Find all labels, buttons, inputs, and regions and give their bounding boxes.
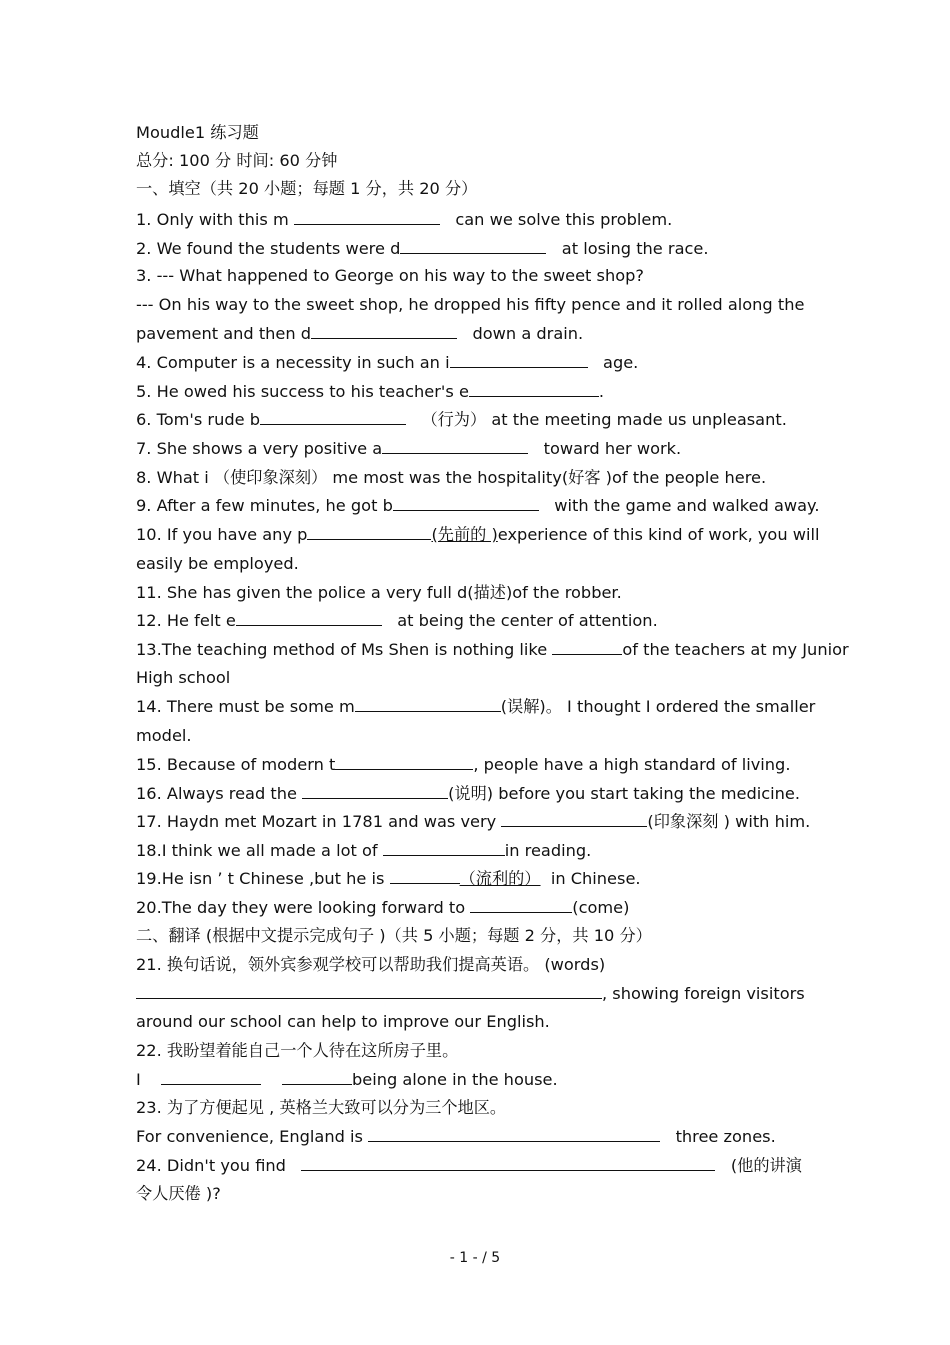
answer-blank [136,984,602,999]
doc-title: Moudle1 练习题 [136,123,259,142]
answer-blank [260,410,406,425]
answer-blank [368,1127,660,1142]
answer-blank [450,353,588,368]
question-13: 13.The teaching method of Ms Shen is nothing like of the teachers at my Junior [136,640,849,659]
answer-blank [161,1070,261,1085]
question-22-answer-line: I being alone in the house. [136,1070,558,1089]
question-9: 9. After a few minutes, he got b with the game and walked away. [136,496,820,515]
question-18: 18.I think we all made a lot of in reading. [136,841,592,860]
section-2-heading: 二、翻译 (根据中文提示完成句子 )（共 5 小题；每题 2 分，共 10 分） [136,926,652,945]
section-1-heading: 一、填空（共 20 小题；每题 1 分，共 20 分） [136,179,478,198]
question-19: 19.He isn ’ t Chinese ,but he is （流利的） in Chinese. [136,869,641,888]
question-2: 2. We found the students were d at losing the race. [136,239,709,258]
answer-blank [382,439,528,454]
page-number: - 1 - / 5 [449,1250,501,1266]
answer-blank [355,697,501,712]
score-time-info: 总分: 100 分 时间: 60 分钟 [136,151,338,170]
question-5: 5. He owed his success to his teacher's e . [136,382,605,401]
question-10: 10. If you have any p (先前的 )experience of this kind of work, you will [136,525,820,544]
question-3-continued: pavement and then d down a drain. [136,324,584,343]
answer-blank [335,755,473,770]
answer-blank [301,1156,715,1171]
answer-blank [390,869,460,884]
answer-blank [236,611,382,626]
question-21: 21. 换句话说，领外宾参观学校可以帮助我们提高英语。 (words) [136,955,606,974]
answer-blank [469,382,599,397]
question-7: 7. She shows a very positive a toward her work. [136,439,682,458]
question-13-continued: High school [136,668,231,687]
question-23-answer-line: For convenience, England is three zones. [136,1127,776,1146]
question-24-continued: 令人厌倦 )? [136,1184,221,1203]
answer-blank [383,841,505,856]
answer-blank [307,525,431,540]
question-10-continued: easily be employed. [136,554,299,573]
answer-blank [311,324,457,339]
question-17: 17. Haydn met Mozart in 1781 and was very (印象深刻 ) with him. [136,812,811,831]
question-14-continued: model. [136,726,192,745]
question-4: 4. Computer is a necessity in such an i age. [136,353,639,372]
question-16: 16. Always read the (说明) before you start taking the medicine. [136,784,801,803]
question-1: 1. Only with this m can we solve this problem. [136,210,673,229]
answer-blank [470,898,572,913]
answer-blank [302,784,448,799]
question-15: 15. Because of modern t , people have a high standard of living. [136,755,791,774]
question-21-continued: around our school can help to improve our English. [136,1012,550,1031]
answer-blank [501,812,647,827]
question-3: 3. --- What happened to George on his way to the sweet shop? [136,266,645,285]
question-12: 12. He felt e at being the center of attention. [136,611,658,630]
question-3-answer-line: --- On his way to the sweet shop, he dropped his fifty pence and it rolled along the [136,295,805,314]
question-20: 20.The day they were looking forward to (come) [136,898,630,917]
answer-blank [400,239,546,254]
answer-blank [552,640,622,655]
question-8: 8. What i （使印象深刻） me most was the hospitality(好客 )of the people here. [136,468,767,487]
question-6: 6. Tom's rude b （行为） at the meeting made us unpleasant. [136,410,787,429]
question-14: 14. There must be some m (误解)。 I thought I ordered the smaller [136,697,816,716]
question-21-answer-line: , showing foreign visitors [136,983,836,1005]
question-23: 23. 为了方便起见 , 英格兰大致可以分为三个地区。 [136,1098,507,1117]
answer-blank [294,210,440,225]
question-11: 11. She has given the police a very full d(描述)of the robber. [136,583,622,602]
question-22: 22. 我盼望着能自己一个人待在这所房子里。 [136,1041,459,1060]
answer-blank [393,496,539,511]
question-24: 24. Didn't you find (他的讲演 [136,1156,802,1175]
answer-blank [282,1070,352,1085]
